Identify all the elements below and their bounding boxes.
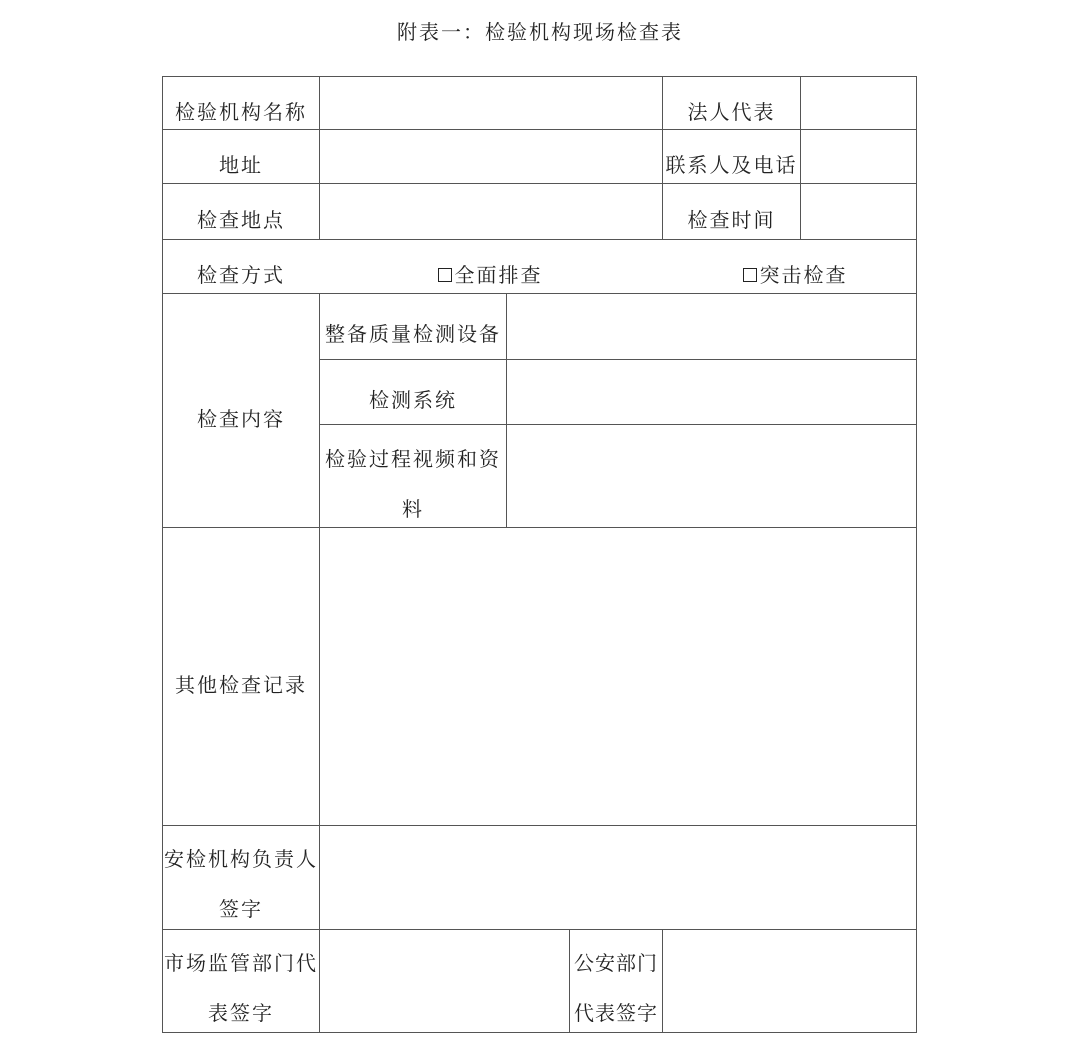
label-police-line2: 代表签字	[574, 1001, 658, 1025]
label-content: 检查内容	[197, 407, 285, 431]
method-full-label: 全面排查	[454, 263, 543, 287]
equipment-field[interactable]	[507, 294, 916, 359]
head-sign-field[interactable]	[320, 826, 916, 929]
checkbox-icon[interactable]	[438, 268, 452, 282]
label-method: 检查方式	[197, 263, 285, 287]
label-market	[163, 938, 319, 1038]
other-field[interactable]	[320, 528, 916, 825]
label-market-line2: 表签字	[208, 1001, 274, 1025]
time-field[interactable]	[801, 184, 916, 239]
label-video-line1: 检验过程视频和资	[325, 447, 501, 471]
table-border-right	[916, 76, 917, 1033]
label-head-sign-line1: 安检机构负责人	[164, 847, 318, 871]
label-system: 检测系统	[369, 388, 457, 412]
location-field[interactable]	[320, 184, 662, 239]
video-field[interactable]	[507, 425, 916, 527]
label-police	[570, 938, 662, 1038]
label-other: 其他检查记录	[175, 673, 307, 697]
contact-field[interactable]	[801, 130, 916, 183]
address-field[interactable]	[320, 130, 662, 183]
label-police-line1: 公安部门	[574, 951, 658, 975]
label-contact: 联系人及电话	[665, 153, 798, 177]
label-head-sign	[163, 834, 319, 934]
checkbox-icon[interactable]	[743, 268, 757, 282]
label-market-line1: 市场监管部门代	[164, 951, 318, 975]
label-time: 检查时间	[687, 208, 776, 232]
legal-rep-field[interactable]	[801, 77, 916, 129]
label-org-name: 检验机构名称	[175, 100, 307, 124]
police-sign-field[interactable]	[663, 930, 916, 1032]
label-equipment: 整备质量检测设备	[325, 322, 501, 346]
label-head-sign-line2: 签字	[219, 897, 263, 921]
org-name-field[interactable]	[320, 77, 662, 129]
market-sign-field[interactable]	[320, 930, 569, 1032]
label-address: 地址	[219, 153, 263, 177]
label-location: 检查地点	[197, 208, 285, 232]
method-surprise-label: 突击检查	[759, 263, 848, 287]
label-video-line2: 料	[402, 497, 424, 521]
system-field[interactable]	[507, 360, 916, 424]
form-title: 附表一：检验机构现场检查表	[397, 20, 683, 44]
label-video	[320, 434, 506, 534]
label-legal-rep: 法人代表	[687, 100, 776, 124]
